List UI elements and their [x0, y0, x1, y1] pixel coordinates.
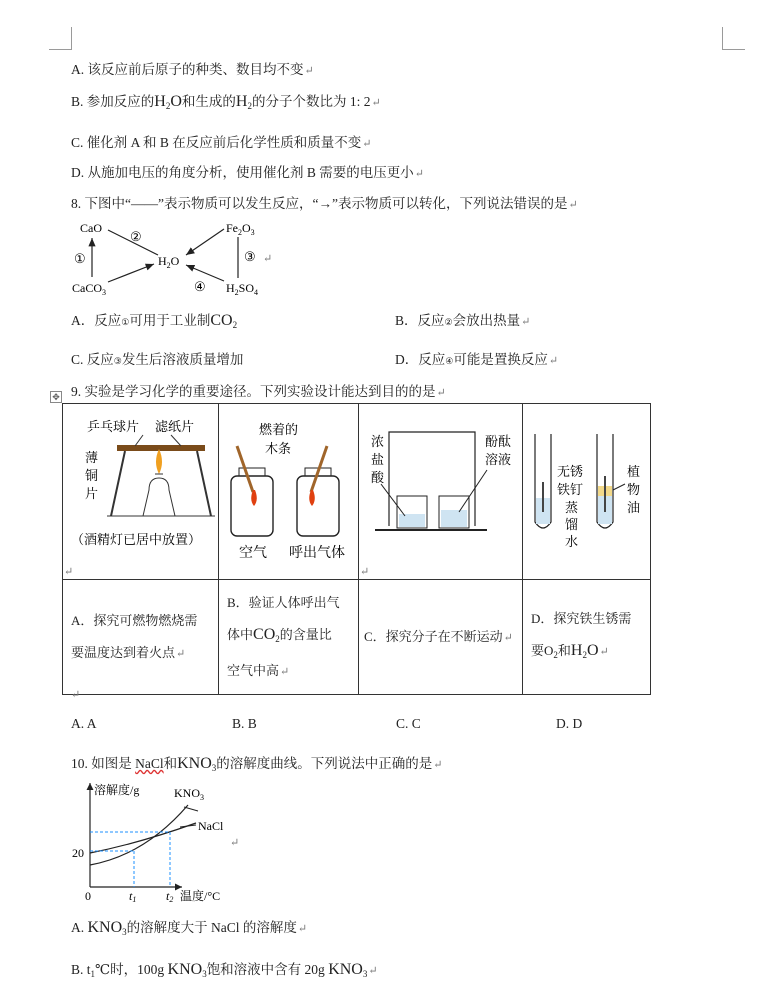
nacl-curve [90, 823, 196, 853]
svg-text:薄: 薄 [85, 450, 99, 465]
q9-option-c: C. C [396, 716, 421, 731]
q10-stem: 10. 如图是 NaCl和$KNO_3$的溶解度曲线。下列说法中正确的是↵ [71, 755, 443, 773]
reaction-4-marker: ④ [194, 279, 206, 294]
q8-conversion-diagram [66, 215, 276, 300]
svg-text:铜: 铜 [85, 468, 99, 483]
q8-option-a: A．反应①可用于工业制$CO_2$ [71, 312, 238, 330]
reaction-2-marker: ② [130, 229, 142, 244]
q7-option-c: C. 催化剂 A 和 B 在反应前后化学性质和质量不变↵ [71, 135, 372, 150]
h2so4-label: $H_2SO_4$ [226, 281, 259, 297]
q8-option-b: B．反应②会放出热量↵ [395, 313, 531, 328]
caco3-label: CaCO$_3$ [72, 281, 106, 297]
page-corner-right [722, 27, 745, 50]
h2o-label: $H_2O$ [158, 254, 180, 270]
q8-stem: 8. 下图中“——”表示物质可以发生反应，“→”表示物质可以转化，下列说法错误的是↵ [71, 196, 578, 211]
nacl-curve-label: NaCl [198, 819, 224, 833]
svg-text:滤纸片: 滤纸片 [155, 419, 195, 434]
table-move-handle[interactable]: ✥ [50, 391, 62, 403]
q8-option-c: C. 反应③发生后溶液质量增加 [71, 352, 244, 367]
y-axis-label: 溶解度/g [94, 783, 140, 797]
q9-option-b: B. B [232, 716, 257, 731]
svg-text:铁钉: 铁钉 [557, 482, 584, 497]
experiment-b-image [219, 404, 359, 580]
svg-text:酸: 酸 [371, 470, 385, 485]
svg-text:片: 片 [85, 486, 99, 501]
kno3-curve [90, 805, 188, 865]
q9-option-a: A. A [71, 716, 97, 731]
svg-text:无锈: 无锈 [557, 464, 584, 479]
x-axis-label: 温度/°C [180, 889, 221, 903]
fe2o3-label: $Fe_2O_3$ [226, 221, 255, 237]
q9-option-d: D. D [556, 716, 583, 731]
reaction-1-marker: ① [74, 251, 86, 266]
svg-text:油: 油 [627, 500, 641, 515]
experiment-d-image [523, 404, 651, 580]
q7-option-a: A. 该反应前后原子的种类、数目均不变↵ [71, 62, 314, 77]
cao-label: CaO [80, 221, 102, 235]
svg-text:物: 物 [627, 482, 641, 497]
q7-option-b: B. 参加反应的$H_2O$和生成的$H_2$的分子个数比为 1: 2↵ [71, 93, 381, 111]
svg-text:酚酞: 酚酞 [485, 434, 512, 449]
experiment-c-image: 浓 盐 酸 酚酞 溶液 ↵ [359, 404, 523, 580]
solubility-chart [70, 777, 240, 905]
svg-text:馏: 馏 [565, 517, 579, 532]
svg-text:蒸: 蒸 [565, 500, 579, 515]
experiment-a-image: 乒乓球片 滤纸片 薄 铜 片 （酒精灯已居中放置） ↵ [63, 404, 219, 580]
q10-option-a: A. $KNO_3$的溶解度大于 NaCl 的溶解度↵ [71, 919, 308, 937]
svg-text:溶液: 溶液 [485, 452, 512, 467]
arrow-caco3-to-h2o [108, 264, 154, 282]
t1-label: t1 [129, 889, 137, 904]
svg-text:（酒精灯已居中放置）: （酒精灯已居中放置） [71, 532, 202, 547]
q9-experiment-table [62, 403, 651, 695]
svg-text:呼出气体: 呼出气体 [289, 546, 345, 561]
svg-text:盐: 盐 [371, 452, 385, 467]
y-tick-20: 20 [72, 846, 84, 860]
svg-text:燃着的: 燃着的 [259, 422, 299, 437]
q8-option-d: D．反应④可能是置换反应↵ [395, 352, 559, 367]
q10-option-b: B. $t_1℃$时，100g $KNO_3$饱和溶液中含有 20g $KNO_3↵$ [71, 961, 378, 979]
experiment-d-description: D．探究铁生锈需 要$O_2$和$H_2O↵$ [523, 580, 651, 695]
kno3-curve-label: $KNO_3$ [174, 786, 204, 802]
svg-text:木条: 木条 [265, 441, 292, 456]
origin-label: 0 [85, 889, 91, 903]
svg-text:植: 植 [627, 464, 641, 479]
svg-text:水: 水 [565, 534, 579, 549]
experiment-a-description: A．探究可燃物燃烧需 要温度达到着火点↵ [63, 580, 219, 695]
svg-text:浓: 浓 [371, 434, 385, 449]
experiment-b-description: B．验证人体呼出气 体中$CO_2$的含量比 空气中高↵ [219, 580, 359, 695]
svg-text:乒乓球片: 乒乓球片 [87, 419, 140, 434]
reaction-3-marker: ③ [244, 249, 256, 264]
q7-option-d: D. 从施加电压的角度分析，使用催化剂 B 需要的电压更小↵ [71, 165, 424, 180]
q9-stem: 9. 实验是学习化学的重要途径。下列实验设计能达到目的的是↵ [71, 384, 446, 399]
arrow-fe2o3-to-h2o [186, 229, 224, 255]
experiment-c-description: C．探究分子在不断运动↵ [359, 580, 523, 695]
page-corner-left [49, 27, 72, 50]
t2-label: t2 [166, 889, 174, 904]
svg-text:空气: 空气 [239, 546, 267, 561]
